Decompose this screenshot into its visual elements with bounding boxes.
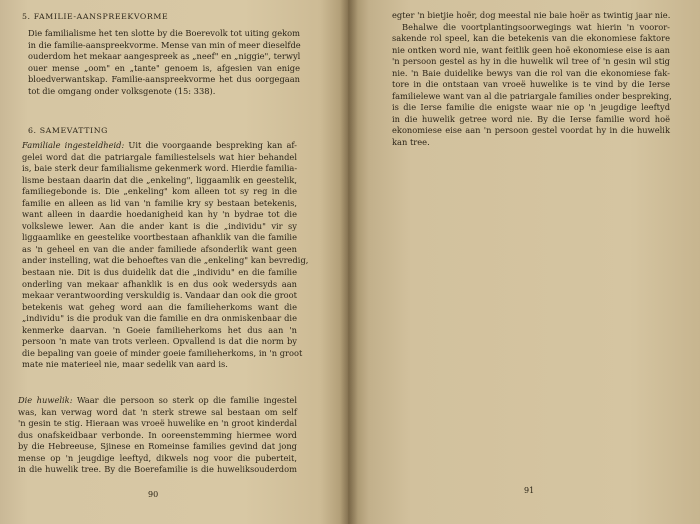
text-line: want alleen in daardie hoedanigheid kan hy 'n bydrae tot die <box>22 209 297 220</box>
book-gutter <box>340 0 358 524</box>
page-number-right: 91 <box>524 486 535 495</box>
text-line: tot die omgang onder volksgenote (15: 338). <box>28 85 216 96</box>
text-line: ouderdom het mekaar aangespreek as „neef" en „niggie", terwyl <box>28 51 301 62</box>
text-line: nie. 'n Baie duidelike bewys van die rol van die ekonomiese fak- <box>392 67 670 78</box>
text-line: 'n persoon gestel as hy in die huwelik wil tree of 'n gesin wil stig <box>392 56 670 67</box>
text-line: tore in die ontstaan van vroeë huwelike is te vind by die Ierse <box>392 79 670 90</box>
text-line: betekenis wat geheg word aan die familieherkoms want die <box>22 301 297 312</box>
left-page <box>0 0 348 524</box>
text-line: familie en alleen as lid van 'n familie kry sy bestaan betekenis, <box>22 197 297 208</box>
section-6-paragraph-1 <box>22 140 309 371</box>
text-line: liggaamlike en geestelike voortbestaan afhanklik van die familie <box>22 232 297 243</box>
text-line: lisme bestaan daarin dat die „enkeling", liggaamlik en geestelik, <box>22 174 297 185</box>
text-line: dus onafskeidbaar verbonde. In ooreenstemming hiermee word <box>18 429 297 440</box>
text-line: mate nie materieel nie, maar sedelik van aard is. <box>22 359 228 370</box>
para-lead-huwelik: Die huwelik: <box>18 395 73 405</box>
right-page-paragraph <box>392 10 670 149</box>
text-line: persoon 'n mate van trots verleen. Opvallend is dat die norm by <box>22 336 297 347</box>
text-line: mekaar verantwoording verskuldig is. Vandaar dan ook die groot <box>22 290 297 301</box>
page-number-left: 90 <box>148 490 159 499</box>
text-span: Waar die persoon so sterk op die familie ingestel <box>72 395 297 405</box>
section-5-paragraph <box>28 28 300 97</box>
text-line: as 'n geheel en van die ander familiede afsonderlik want geen <box>22 243 297 254</box>
text-line: ander instelling, wat die behoeftes van die „enkeling" kan bevredig, <box>22 255 309 266</box>
text-line: was, kan verwag word dat 'n sterk strewe sal bestaan om self <box>18 406 297 417</box>
text-line: egter 'n bietjie hoër, dog meestal nie baie hoër as twintig jaar nie. <box>392 10 671 20</box>
text-line: ekonomiese eise aan 'n persoon gestel voordat hy in die huwelik <box>392 125 670 136</box>
text-line: onderling van mekaar afhanklik is en dus ook wedersyds aan <box>22 278 297 289</box>
text-line: ouer mense „oom" en „tante" genoem is, afgesien van enige <box>28 62 300 73</box>
text-line: kan tree. <box>392 137 430 148</box>
text-line: „individu" is die produk van die familie en dra onmiskenbaar die <box>22 313 297 324</box>
text-line: is die Ierse familie die enigste waar nie op 'n jeugdige leeftyd <box>392 102 670 113</box>
text-line <box>22 140 297 152</box>
text-line: die bepaling van goeie of minder goeie familieherkoms, in 'n groot <box>22 347 303 358</box>
text-line: in die huwelik tree. By die Boerefamilie is die huweliksouderdom <box>18 464 297 475</box>
text-line: nie ontken word nie, want feitlik geen hoë ekonomiese eise is aan <box>392 44 670 55</box>
text-line: is, baie sterk deur familialisme gekenmerk word. Hierdie familia- <box>22 163 298 174</box>
text-line: volkslewe lewer. Aan die ander kant is die „individu" vir sy <box>22 220 297 231</box>
section-5-heading: 5. FAMILIE-AANSPREEKVORME <box>22 12 169 21</box>
text-line: bloedverwantskap. Familie-aanspreekvorme het dus oorgegaan <box>28 74 300 85</box>
text-line: 'n gesin te stig. Hieraan was vroeë huwelike en 'n groot kinderdal <box>18 418 297 429</box>
text-line <box>18 395 297 407</box>
text-line: in die familie-aanspreekvorme. Mense van min of meer dieselfde <box>28 39 301 50</box>
text-line: gelei word dat die patriargale familiestelsels wat hier behandel <box>22 151 297 162</box>
text-line: Die familialisme het ten slotte by die Boerevolk tot uiting gekom <box>28 28 300 38</box>
text-line: Behalwe die voortplantingsoorwegings wat hierin 'n vooror- <box>402 21 670 32</box>
text-line: kenmerke daarvan. 'n Goeie familieherkoms het dus aan 'n <box>22 324 297 335</box>
text-line: in die huwelik getree word nie. By die Ierse familie word hoë <box>392 113 670 124</box>
right-page <box>348 0 700 524</box>
text-line: sakende rol speel, kan die betekenis van die ekonomiese faktore <box>392 33 670 44</box>
text-line: mense op 'n jeugdige leeftyd, dikwels nog voor die puberteit, <box>18 452 297 463</box>
section-6-paragraph-2 <box>18 395 297 476</box>
text-line: by die Hebreeuse, Sjinese en Romeinse families gevind dat jong <box>18 441 297 452</box>
para-lead-familiale: Familiale ingesteldheid: <box>22 140 125 150</box>
text-span: Uit die voorgaande bespreking kan af- <box>124 140 297 150</box>
text-line: familiegebonde is. Die „enkeling" kom alleen tot sy reg in die <box>22 186 297 197</box>
text-line: bestaan nie. Dit is dus duidelik dat die „individu" en die familie <box>22 267 297 278</box>
section-6-heading: 6. SAMEVATTING <box>28 126 108 135</box>
text-line: familielewe want van al die patriargale families onder bespreking, <box>392 90 672 101</box>
